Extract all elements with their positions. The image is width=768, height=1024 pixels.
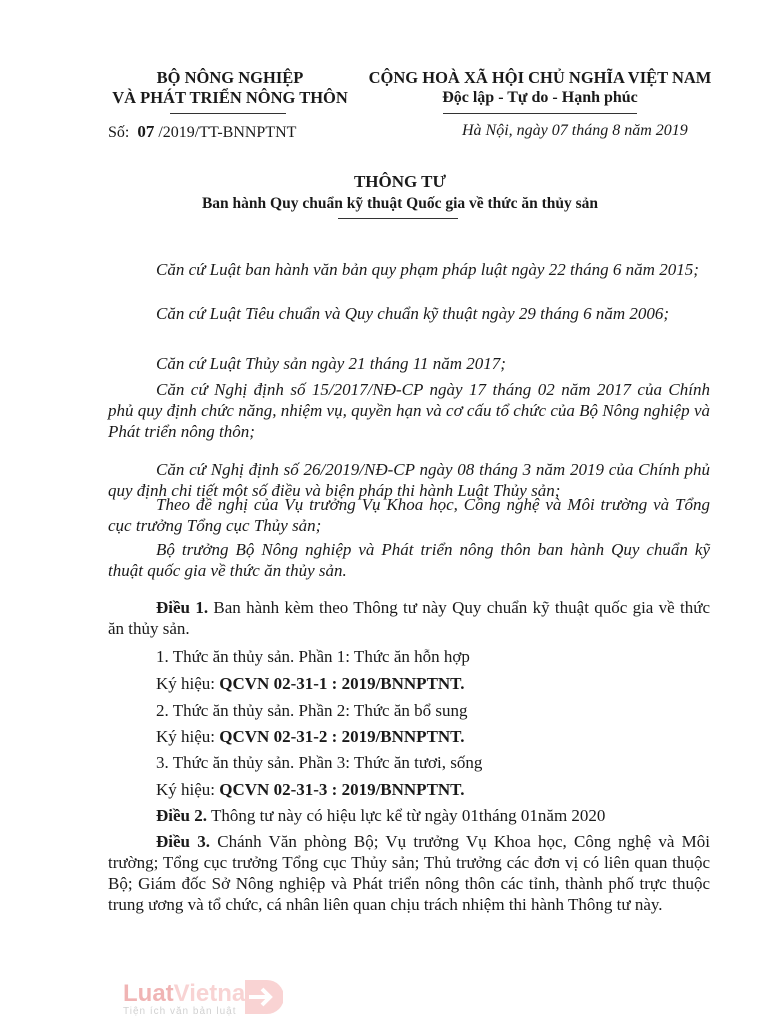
preamble-paragraph: Căn cứ Nghị định số 15/2017/NĐ-CP ngày 17 tháng 02 năm 2017 của Chính phủ quy định chức năng, nhiệm vụ, quyền hạn và cơ cấu tổ chức của Bộ Nông nghiệp và Phát triển nông thôn; (108, 380, 710, 441)
watermark-brand-b: Vietnam (173, 980, 267, 1007)
code-label: Ký hiệu: (156, 674, 220, 693)
preamble-paragraph: Bộ trưởng Bộ Nông nghiệp và Phát triển nông thôn ban hành Quy chuẩn kỹ thuật quốc gia về thức ăn thủy sản. (108, 540, 710, 580)
article-3-label: Điều 3. (156, 832, 210, 851)
ministry-underline (170, 113, 286, 114)
motto: Độc lập - Tự do - Hạnh phúc (442, 89, 638, 106)
code-label: Ký hiệu: (156, 780, 220, 799)
article-1-label: Điều 1. (156, 598, 209, 617)
article-2 (108, 805, 710, 826)
ministry-name (80, 68, 380, 108)
motto-underline (443, 113, 637, 114)
document-number (108, 122, 296, 142)
country-name: CỘNG HOÀ XÃ HỘI CHỦ NGHĨA VIỆT NAM (368, 68, 712, 87)
ministry-line2: VÀ PHÁT TRIỂN NÔNG THÔN (112, 88, 348, 107)
arrow-logo-icon (243, 978, 283, 1016)
luatvietnam-watermark (123, 982, 267, 1017)
code-value: QCVN 02-31-2 : 2019/BNNPTNT. (219, 727, 465, 746)
standard-item-code (108, 779, 710, 800)
preamble-paragraph: Căn cứ Nghị định số 26/2019/NĐ-CP ngày 08 tháng 3 năm 2019 của Chính phủ quy định chi tiết một số điều và biện pháp thi hành Luật Thủy sản; (108, 460, 710, 500)
standard-item-name: 3. Thức ăn thủy sản. Phần 3: Thức ăn tươi, sống (156, 753, 483, 772)
code-value: QCVN 02-31-1 : 2019/BNNPTNT. (219, 674, 465, 693)
standard-item-code (108, 726, 710, 747)
article-1-text: Ban hành kèm theo Thông tư này Quy chuẩn kỹ thuật quốc gia về thức ăn thủy sản. (108, 598, 711, 638)
watermark-brand-a: Luat (123, 980, 174, 1007)
document-subject: Ban hành Quy chuẩn kỹ thuật Quốc gia về thức ăn thủy sản (201, 195, 599, 212)
code-value: QCVN 02-31-3 : 2019/BNNPTNT. (219, 780, 465, 799)
document-type: THÔNG TƯ (353, 172, 447, 191)
subject-underline (338, 218, 458, 219)
number-label: Số: (108, 124, 130, 141)
article-2-text: Thông tư này có hiệu lực kể từ ngày 01tháng 01năm 2020 (207, 806, 606, 825)
number-suffix: /2019/TT-BNNPTNT (158, 124, 297, 141)
article-2-label: Điều 2. (156, 806, 207, 825)
preamble-paragraph: Căn cứ Luật Thủy sản ngày 21 tháng 11 năm 2017; (156, 354, 506, 373)
place-date: Hà Nội, ngày 07 tháng 8 năm 2019 (462, 122, 688, 139)
ministry-line1: BỘ NÔNG NGHIỆP (156, 68, 304, 87)
watermark-tagline: Tiện ích văn bản luật (123, 1006, 237, 1017)
code-label: Ký hiệu: (156, 727, 220, 746)
preamble-paragraph: Căn cứ Luật ban hành văn bản quy phạm pháp luật ngày 22 tháng 6 năm 2015; (156, 260, 699, 279)
article-3-text: Chánh Văn phòng Bộ; Vụ trưởng Vụ Khoa học, Công nghệ và Môi trường; Tổng cục trưởng Tổng cục Thủy sản; Thủ trưởng các đơn vị có liên quan thuộc Bộ; Giám đốc Sở Nông nghiệp và Phát triển nông thôn các tỉnh, thành phố trực thuộc trung ương và tổ chức, cá nhân liên quan chịu trách nhiệm thi hành Thông tư này. (108, 832, 711, 914)
standard-item-name: 1. Thức ăn thủy sản. Phần 1: Thức ăn hỗn hợp (156, 647, 470, 666)
national-header (350, 68, 730, 108)
standard-item-code (108, 673, 710, 694)
article-3 (108, 831, 710, 915)
article-1 (108, 597, 710, 639)
preamble-paragraph: Theo đề nghị của Vụ trưởng Vụ Khoa học, Công nghệ và Môi trường và Tổng cục trưởng Tổng cục Thủy sản; (108, 495, 710, 535)
number-value: 07 (137, 122, 155, 141)
preamble-paragraph: Căn cứ Luật Tiêu chuẩn và Quy chuẩn kỹ thuật ngày 29 tháng 6 năm 2006; (156, 304, 670, 323)
standard-item-name: 2. Thức ăn thủy sản. Phần 2: Thức ăn bổ sung (156, 701, 468, 720)
